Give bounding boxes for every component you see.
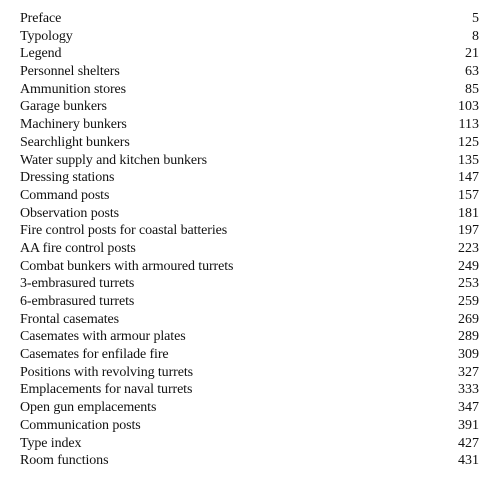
toc-entry-page: 135 (458, 152, 479, 168)
toc-entry-title: Casemates with armour plates (20, 329, 186, 345)
toc-entry-title: Room functions (20, 453, 109, 469)
toc-entry (20, 134, 479, 152)
toc-entry-page: 259 (458, 294, 479, 309)
toc-entry-title: Open gun emplacements (20, 400, 157, 416)
toc-entry-title: 3-embrasured turrets (20, 276, 135, 292)
toc-entry-title: Frontal casemates (20, 311, 119, 327)
toc-entry-title: Personnel shelters (20, 64, 120, 80)
toc-entry (20, 152, 479, 170)
toc-entry (20, 98, 479, 116)
toc-entry-title: Garage bunkers (20, 99, 107, 115)
toc-entry-page: 5 (472, 11, 479, 26)
toc-entry-page: 63 (465, 64, 479, 80)
toc-entry-page: 289 (458, 329, 479, 345)
toc-entry-title: Legend (20, 46, 62, 62)
toc-entry (20, 169, 479, 187)
toc-entry-page: 21 (465, 46, 479, 62)
toc-entry-page: 157 (458, 187, 479, 203)
toc-entry (20, 10, 479, 28)
toc-entry (20, 222, 479, 240)
toc-entry-page: 269 (458, 311, 479, 327)
toc-entry-title: 6-embrasured turrets (20, 294, 135, 309)
toc-entry-title: Dressing stations (20, 170, 115, 186)
toc-entry-title: Positions with revolving turrets (20, 364, 193, 380)
toc-entry (20, 116, 479, 134)
toc-entry (20, 417, 479, 435)
toc-entry-page: 197 (458, 223, 479, 239)
toc-entry-title: Fire control posts for coastal batteries (20, 223, 228, 239)
toc-entry (20, 63, 479, 81)
toc-entry-page: 309 (458, 347, 479, 363)
toc-entry (20, 293, 479, 311)
toc-entry-page: 431 (458, 453, 479, 469)
toc-entry-title: Type index (20, 435, 82, 451)
toc-entry-title: Casemates for enfilade fire (20, 347, 169, 363)
toc-entry (20, 364, 479, 382)
toc-entry-page: 223 (458, 240, 479, 256)
toc-entry-title: Preface (20, 11, 62, 26)
toc-entry-page: 8 (472, 28, 479, 44)
toc-entry-title: Communication posts (20, 417, 141, 433)
toc-entry-page: 347 (458, 400, 479, 416)
toc-entry (20, 275, 479, 293)
toc-entry-page: 427 (458, 435, 479, 451)
toc-entry-title: Water supply and kitchen bunkers (20, 152, 207, 168)
toc-entry-page: 181 (458, 205, 479, 221)
toc-entry-title: Typology (20, 28, 73, 44)
toc-entry-page: 391 (458, 417, 479, 433)
table-of-contents (20, 10, 479, 470)
toc-entry (20, 346, 479, 364)
toc-entry-page: 147 (458, 170, 479, 186)
toc-entry-title: Emplacements for naval turrets (20, 382, 193, 398)
toc-entry-title: Machinery bunkers (20, 117, 127, 133)
toc-entry-title: Ammunition stores (20, 81, 127, 97)
toc-entry (20, 452, 479, 470)
toc-entry-page: 85 (465, 81, 479, 97)
toc-entry-page: 125 (458, 134, 479, 150)
toc-entry-title: Command posts (20, 187, 110, 203)
toc-entry-title: AA fire control posts (20, 240, 136, 256)
toc-entry-page: 103 (458, 99, 479, 115)
toc-entry-title: Searchlight bunkers (20, 134, 130, 150)
toc-entry-page: 249 (458, 258, 479, 274)
toc-entry (20, 205, 479, 223)
toc-entry (20, 81, 479, 99)
toc-entry (20, 258, 479, 276)
toc-entry (20, 435, 479, 453)
toc-entry-title: Combat bunkers with armoured turrets (20, 258, 234, 274)
toc-entry-page: 253 (458, 276, 479, 292)
toc-entry (20, 45, 479, 63)
toc-entry-page: 327 (458, 364, 479, 380)
toc-entry (20, 328, 479, 346)
toc-entry (20, 399, 479, 417)
toc-entry-page: 113 (458, 117, 479, 133)
toc-entry (20, 187, 479, 205)
toc-entry (20, 28, 479, 46)
toc-entry (20, 240, 479, 258)
toc-entry (20, 311, 479, 329)
toc-entry-page: 333 (458, 382, 479, 398)
toc-entry-title: Observation posts (20, 205, 120, 221)
toc-entry (20, 381, 479, 399)
